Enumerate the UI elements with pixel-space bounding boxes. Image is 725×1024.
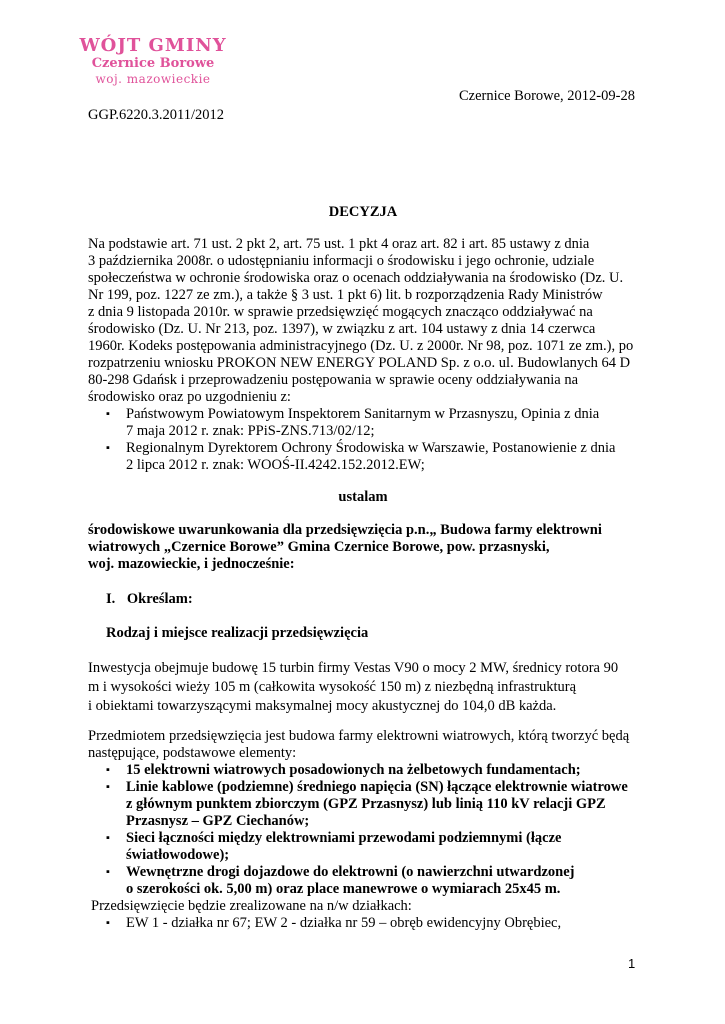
list-item: ▪ Sieci łączności między elektrowniami przewodami podziemnymi (łącze światłowodowe); [106,830,562,863]
list-item: ▪ Państwowym Powiatowym Inspektorem Sanitarnym w Przasnyszu, Opinia z dnia 7 maja 2012 r. znak: PPiS-ZNS.713/02/12; [106,406,600,439]
intro-line: Na podstawie art. 71 ust. 2 pkt 2, art. 75 ust. 1 pkt 4 oraz art. 82 i art. 85 ustawy z dnia [88,236,590,252]
intro-line: 3 października 2008r. o udostępnianiu informacji o środowisku i jego ochronie, udziale [88,253,595,269]
bullet-icon: ▪ [106,832,110,844]
list-item: ▪ Linie kablowe (podziemne) średniego napięcia (SN) łączące elektrownie wiatrowe z głównym punktem zbiorczym (GPZ Przasnysz) lub linią 110 kV relacji GPZ Przasnysz – GPZ Ciechanów; [106,779,628,829]
section-number: I. [106,591,116,607]
bullet-icon: ▪ [106,764,110,776]
stamp-line-2: Czernice Borowe [91,56,215,71]
intro-line: środowisko oraz po uzgodnieniu z: [88,389,291,405]
intro-line: społeczeństwa w ochronie środowiska oraz o ocenach oddziaływania na środowisko (Dz. U. [88,270,624,286]
intro-line: środowisko (Dz. U. Nr 213, poz. 1397), w związku z art. 104 ustawy z dnia 14 czerwca [88,321,596,337]
investment-paragraph: Inwestycja obejmuje budowę 15 turbin firmy Vestas V90 o mocy 2 MW, średnicy rotora 90 m i wysokości wieży 105 m (całkowita wysokość 150 m) z niezbędną infrastrukturą i obiektami towarzyszącymi maksymalnej mocy akustycznej do 104,0 dB każda. [88,660,619,714]
intro-line: 1960r. Kodeks postępowania administracyjnego (Dz. U. z 2000r. Nr 98, poz. 1071 ze zm.), po [88,338,634,354]
plots-list [98,915,638,932]
list-item: ▪ 15 elektrowni wiatrowych posadowionych na żelbetowych fundamentach; [106,762,581,778]
agreements-list [98,406,638,474]
page-number: 1 [628,956,636,971]
stamp-line-3: woj. mazowieckie [95,72,211,86]
list-item: ▪ Regionalnym Dyrektorem Ochrony Środowiska w Warszawie, Postanowienie z dnia 2 lipca 2012 r. znak: WOOŚ-II.4242.152.2012.EW; [106,440,616,473]
stamp-line-1: WÓJT GMINY [79,35,227,56]
intro-line: z dnia 9 listopada 2010r. w sprawie przedsięwzięć mogących znacząco oddziaływać na [88,304,593,320]
bullet-icon: ▪ [106,781,110,793]
intro-line: 80-298 Gdańsk i przeprowadzeniu postępowania w sprawie oceny oddziaływania na [88,372,579,388]
subject-paragraph: Przedmiotem przedsięwzięcia jest budowa farmy elektrowni wiatrowych, którą tworzyć będą następujące, podstawowe elementy: [88,728,630,761]
bullet-icon: ▪ [106,408,110,420]
plots-intro: Przedsięwzięcie będzie zrealizowane na n/w działkach: [91,898,412,914]
section-heading [106,591,193,608]
bullet-icon: ▪ [106,917,110,929]
reference-number: GGP.6220.3.2011/2012 [88,107,225,123]
bullet-icon: ▪ [106,866,110,878]
elements-list [98,762,638,898]
subsection-heading: Rodzaj i miejsce realizacji przedsięwzięcia [106,625,369,641]
intro-paragraph [88,236,638,406]
conditions-paragraph: środowiskowe uwarunkowania dla przedsięwzięcia p.n.„ Budowa farmy elektrowni wiatrowych „Czernice Borowe” Gmina Czernice Borowe, pow. przasnyski, woj. mazowieckie, i jednocześnie: [88,522,602,572]
list-item: ▪ Wewnętrzne drogi dojazdowe do elektrowni (o nawierzchni utwardzonej o szerokości ok. 5,00 m) oraz place manewrowe o wymiarach 25x45 m. [106,864,575,897]
document-title: DECYZJA [328,204,398,220]
bullet-icon: ▪ [106,442,110,454]
section-title: Określam: [126,591,193,607]
place-date: Czernice Borowe, 2012-09-28 [459,88,635,104]
intro-line: Nr 199, poz. 1227 ze zm.), a także § 3 ust. 1 pkt 6) lit. b rozporządzenia Rady Ministrów [88,287,603,303]
intro-line: rozpatrzeniu wniosku PROKON NEW ENERGY POLAND Sp. z o.o. ul. Budowlanych 64 D [88,355,631,371]
official-stamp [78,36,228,87]
list-item: ▪ EW 1 - działka nr 67; EW 2 - działka nr 59 – obręb ewidencyjny Obrębiec, [106,915,562,931]
ustalam-heading: ustalam [338,489,388,505]
